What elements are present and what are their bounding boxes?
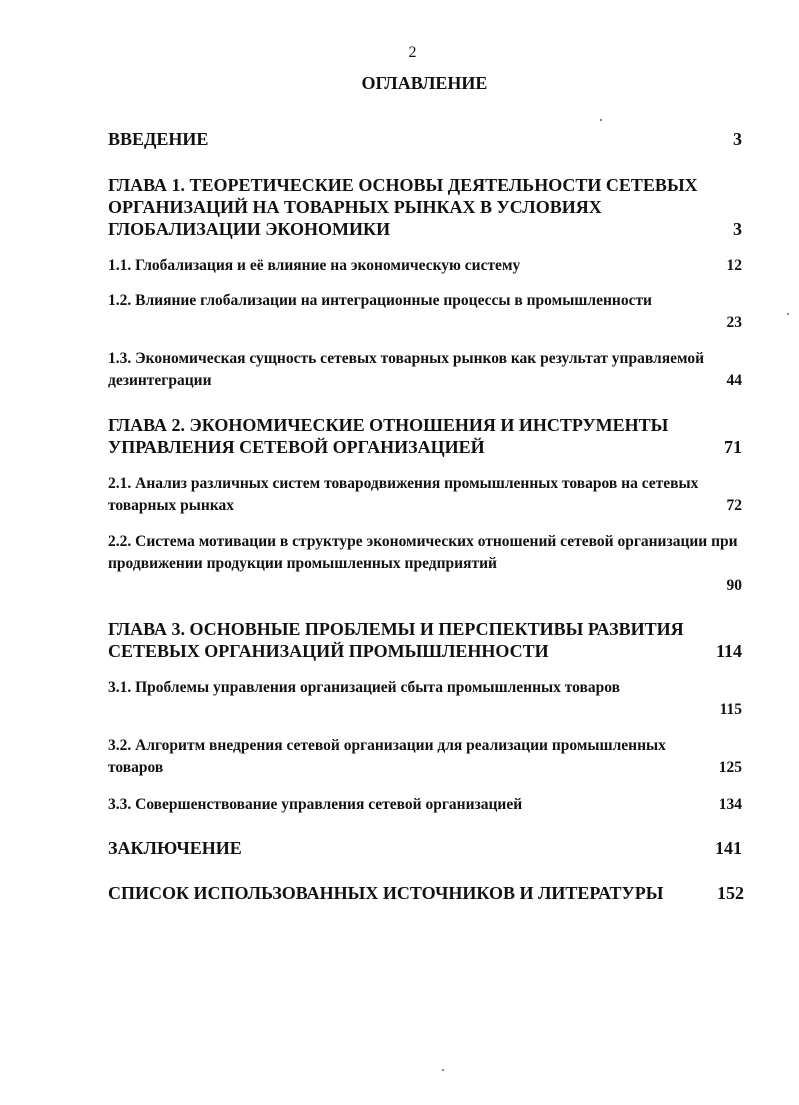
toc-entry-page-row — [108, 699, 742, 721]
toc-entry-page-row — [108, 575, 742, 597]
toc-entry-text: 2.1. Анализ различных систем товародвижения промышленных товаров на сетевых товарных рынках — [108, 475, 699, 514]
toc-entry[interactable] — [108, 128, 742, 150]
toc-entry-page: 71 — [724, 437, 742, 457]
toc-entry-page: 23 — [726, 314, 742, 331]
toc-entry-page-row — [108, 370, 742, 392]
scan-speck — [787, 313, 789, 315]
toc-entry-text: 3.2. Алгоритм внедрения сетевой организации для реализации промышленных товаров — [108, 737, 666, 776]
toc-entry-page-row — [108, 218, 742, 240]
toc-entry-text: 3.3. Совершенствование управления сетевой организацией — [108, 796, 523, 813]
toc-entry-text: ГЛАВА 3. ОСНОВНЫЕ ПРОБЛЕМЫ И ПЕРСПЕКТИВЫ РАЗВИТИЯ СЕТЕВЫХ ОРГАНИЗАЦИЙ ПРОМЫШЛЕННОСТИ — [108, 619, 684, 661]
toc-entry-text: ГЛАВА 2. ЭКОНОМИЧЕСКИЕ ОТНОШЕНИЯ И ИНСТРУМЕНТЫ УПРАВЛЕНИЯ СЕТЕВОЙ ОРГАНИЗАЦИЕЙ — [108, 415, 669, 457]
toc-entry-page-row — [108, 640, 742, 662]
toc-entry-text: 1.3. Экономическая сущность сетевых товарных рынков как результат управляемой дезинтеграции — [108, 350, 705, 389]
scan-speck — [442, 1069, 444, 1071]
toc-entry-page: 3 — [733, 129, 742, 149]
scan-speck — [600, 119, 602, 121]
toc-entry-page: 115 — [719, 701, 742, 718]
toc-title: ОГЛАВЛЕНИЕ — [361, 73, 488, 93]
toc-entry-page-row — [108, 757, 742, 779]
toc-entry-text: 3.1. Проблемы управления организацией сбыта промышленных товаров — [108, 679, 620, 696]
toc-entry-page: 114 — [715, 641, 742, 661]
toc-entry-page: 90 — [726, 577, 742, 594]
toc-entry-page: 12 — [726, 257, 742, 274]
toc-entry-text: СПИСОК ИСПОЛЬЗОВАННЫХ ИСТОЧНИКОВ И ЛИТЕРАТУРЫ — [108, 883, 664, 903]
toc-entry[interactable] — [108, 290, 668, 312]
toc-entry-text: ГЛАВА 1. ТЕОРЕТИЧЕСКИЕ ОСНОВЫ ДЕЯТЕЛЬНОСТИ СЕТЕВЫХ ОРГАНИЗАЦИЙ НА ТОВАРНЫХ РЫНКАХ В УСЛОВИЯХ ГЛОБАЛИЗАЦИИ ЭКОНОМИКИ — [108, 175, 698, 239]
page-number: 2 — [408, 44, 417, 61]
toc-entry-text: 2.2. Система мотивации в структуре экономических отношений сетевой организации при продвижении продукции промышленных предприятий — [108, 533, 738, 572]
toc-entry[interactable] — [108, 837, 742, 859]
toc-entry[interactable] — [108, 794, 742, 816]
toc-entry-text: ВВЕДЕНИЕ — [108, 129, 209, 149]
toc-entry-page: 134 — [718, 796, 742, 813]
toc-entry[interactable] — [108, 255, 742, 277]
toc-entry-text: ЗАКЛЮЧЕНИЕ — [108, 838, 242, 858]
toc-entry-page: 3 — [733, 219, 742, 239]
toc-entry-page-row — [108, 495, 742, 517]
toc-entry-text: 1.2. Влияние глобализации на интеграционные процессы в промышленности — [108, 292, 652, 309]
toc-entry-page-row — [108, 312, 742, 334]
toc-entry[interactable] — [108, 677, 742, 699]
toc-entry[interactable] — [108, 531, 748, 575]
toc-entry-text: 1.1. Глобализация и её влияние на экономическую систему — [108, 257, 521, 274]
toc-entry-page: 152 — [717, 883, 744, 903]
toc-entry-page: 125 — [718, 759, 742, 776]
toc-entry[interactable] — [108, 882, 744, 904]
toc-entry-page-row — [108, 436, 742, 458]
toc-entry-page: 44 — [726, 372, 742, 389]
toc-entry-page: 72 — [726, 497, 742, 514]
toc-entry-page: 141 — [715, 838, 742, 858]
